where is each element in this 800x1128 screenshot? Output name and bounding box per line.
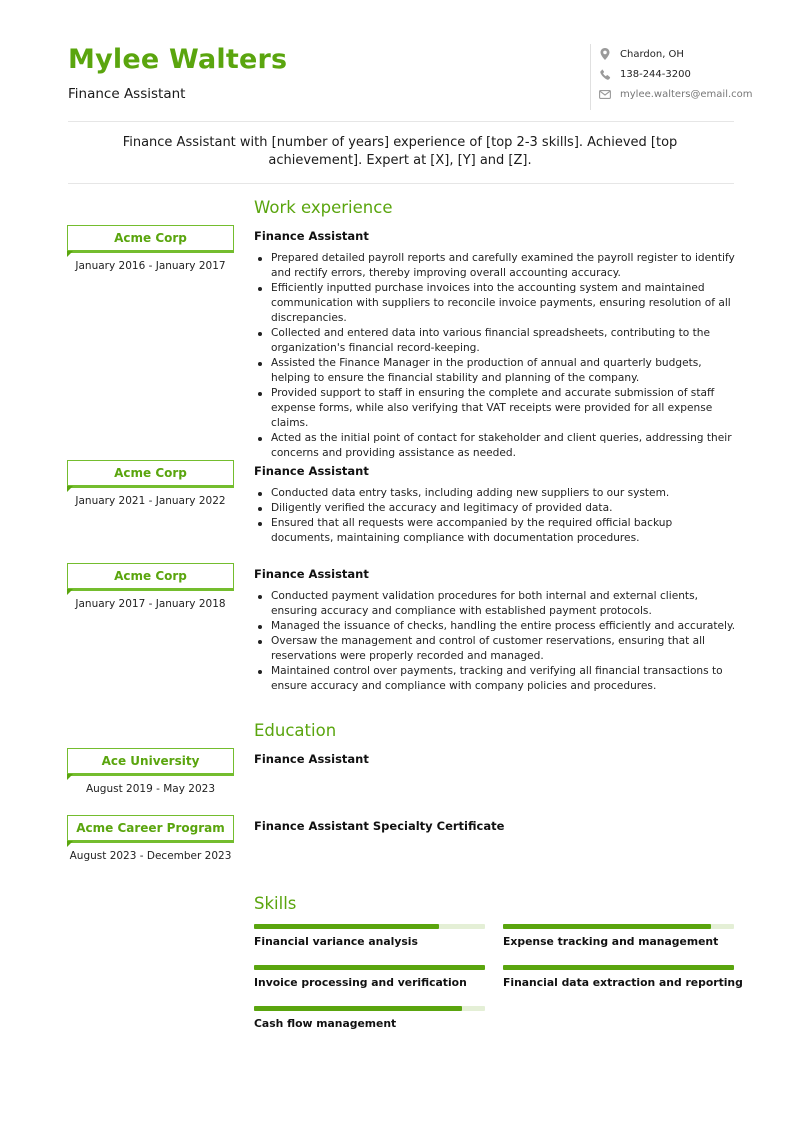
list-item: Acted as the initial point of contact for stakeholder and client queries, addressing their concerns and providing assistance as needed. — [254, 431, 736, 461]
list-item: Maintained control over payments, tracking and verifying all financial transactions to ensure accuracy and compliance with company policies and procedures. — [254, 664, 736, 694]
work-entry-2-meta — [67, 460, 234, 507]
email-text[interactable]: mylee.walters@email.com — [620, 88, 753, 100]
location-text: Chardon, OH — [620, 48, 684, 60]
skill-level-fill — [503, 924, 711, 929]
company-name: Acme Corp — [114, 231, 187, 245]
tag-tail — [67, 774, 73, 780]
tag-tail — [67, 486, 73, 492]
list-item: Collected and entered data into various financial spreadsheets, contributing to the organization's financial record-keeping. — [254, 326, 736, 356]
work-entry-3 — [254, 567, 736, 694]
education-entry-2 — [254, 819, 736, 833]
work-dates: January 2017 - January 2018 — [75, 598, 226, 610]
skill-level-fill — [254, 965, 485, 970]
company-tag — [67, 460, 234, 486]
skill-name: Invoice processing and verification — [254, 976, 467, 989]
school-tag — [67, 815, 234, 841]
company-tag — [67, 225, 234, 251]
skill-level-fill — [254, 924, 439, 929]
work-dates: January 2016 - January 2017 — [75, 260, 226, 272]
list-item: Efficiently inputted purchase invoices into the accounting system and maintained communication with suppliers to reconcile invoice payments, ensuring resolution of all discrepancies. — [254, 281, 736, 326]
skill-item — [254, 965, 485, 989]
section-title-skills: Skills — [254, 894, 297, 913]
skill-name: Financial data extraction and reporting — [503, 976, 743, 989]
skill-level-bar — [254, 1006, 485, 1011]
list-item: Conducted data entry tasks, including adding new suppliers to our system. — [254, 486, 736, 501]
candidate-role: Finance Assistant — [68, 86, 186, 102]
education-dates: August 2023 - December 2023 — [69, 850, 232, 862]
education-dates: August 2019 - May 2023 — [85, 783, 216, 795]
skill-level-fill — [254, 1006, 462, 1011]
skill-level-bar — [254, 965, 485, 970]
school-tag — [67, 748, 234, 774]
job-bullets — [254, 589, 736, 694]
skill-level-bar — [503, 924, 734, 929]
phone-icon — [599, 68, 611, 80]
list-item: Diligently verified the accuracy and legitimacy of provided data. — [254, 501, 736, 516]
resume-header — [68, 44, 753, 114]
contact-phone — [599, 64, 734, 84]
contact-location — [599, 44, 734, 64]
education-entry-1 — [254, 752, 736, 766]
skill-name: Financial variance analysis — [254, 935, 418, 948]
skill-item — [254, 924, 485, 948]
section-title-work: Work experience — [254, 198, 393, 217]
education-entry-1-meta — [67, 748, 234, 795]
school-name: Acme Career Program — [76, 821, 225, 835]
list-item: Prepared detailed payroll reports and carefully examined the payroll register to identify and rectify errors, thereby improving overall accounting accuracy. — [254, 251, 736, 281]
list-item: Managed the issuance of checks, handling the entire process efficiently and accurately. — [254, 619, 736, 634]
divider — [68, 121, 734, 122]
list-item: Provided support to staff in ensuring the complete and accurate submission of staff expense forms, while also verifying that VAT receipts were provided for all expense claims. — [254, 386, 736, 431]
work-entry-2 — [254, 464, 736, 546]
work-entry-1 — [254, 229, 736, 461]
work-entry-1-meta — [67, 225, 234, 272]
degree-title: Finance Assistant Specialty Certificate — [254, 819, 505, 833]
mail-icon — [599, 88, 611, 100]
tag-tail — [67, 589, 73, 595]
contact-block — [590, 44, 753, 110]
summary-text: Finance Assistant with [number of years] experience of [top 2-3 skills]. Achieved [top achievement]. Expert at [X], [Y] and [Z]. — [122, 135, 678, 168]
job-title: Finance Assistant — [254, 464, 369, 478]
school-name: Ace University — [101, 754, 200, 768]
company-name: Acme Corp — [114, 466, 187, 480]
tag-tail — [67, 841, 73, 847]
degree-title: Finance Assistant — [254, 752, 369, 766]
company-name: Acme Corp — [114, 569, 187, 583]
location-pin-icon — [599, 48, 611, 60]
list-item: Assisted the Finance Manager in the production of annual and quarterly budgets, helping to ensure the financial stability and planning of the company. — [254, 356, 736, 386]
phone-text: 138-244-3200 — [620, 68, 691, 80]
list-item: Conducted payment validation procedures for both internal and external clients, ensuring accuracy and compliance with established payment protocols. — [254, 589, 736, 619]
section-title-education: Education — [254, 721, 337, 740]
skill-item — [254, 1006, 485, 1030]
list-item: Ensured that all requests were accompanied by the required official backup documents, maintaining compliance with documentation procedures. — [254, 516, 736, 546]
skill-level-bar — [503, 965, 734, 970]
skill-item — [503, 924, 734, 948]
job-bullets — [254, 251, 736, 461]
job-title: Finance Assistant — [254, 567, 369, 581]
contact-email[interactable] — [599, 84, 753, 104]
skill-item — [503, 965, 743, 989]
skill-level-fill — [503, 965, 734, 970]
skill-name: Expense tracking and management — [503, 935, 719, 948]
skill-name: Cash flow management — [254, 1017, 397, 1030]
work-dates: January 2021 - January 2022 — [75, 495, 226, 507]
list-item: Oversaw the management and control of customer reservations, ensuring that all reservations were properly recorded and managed. — [254, 634, 736, 664]
job-title: Finance Assistant — [254, 229, 369, 243]
job-bullets — [254, 486, 736, 546]
candidate-name: Mylee Walters — [68, 44, 288, 75]
skill-level-bar — [254, 924, 485, 929]
work-entry-3-meta — [67, 563, 234, 610]
company-tag — [67, 563, 234, 589]
divider — [68, 183, 734, 184]
tag-tail — [67, 251, 73, 257]
education-entry-2-meta — [67, 815, 234, 862]
